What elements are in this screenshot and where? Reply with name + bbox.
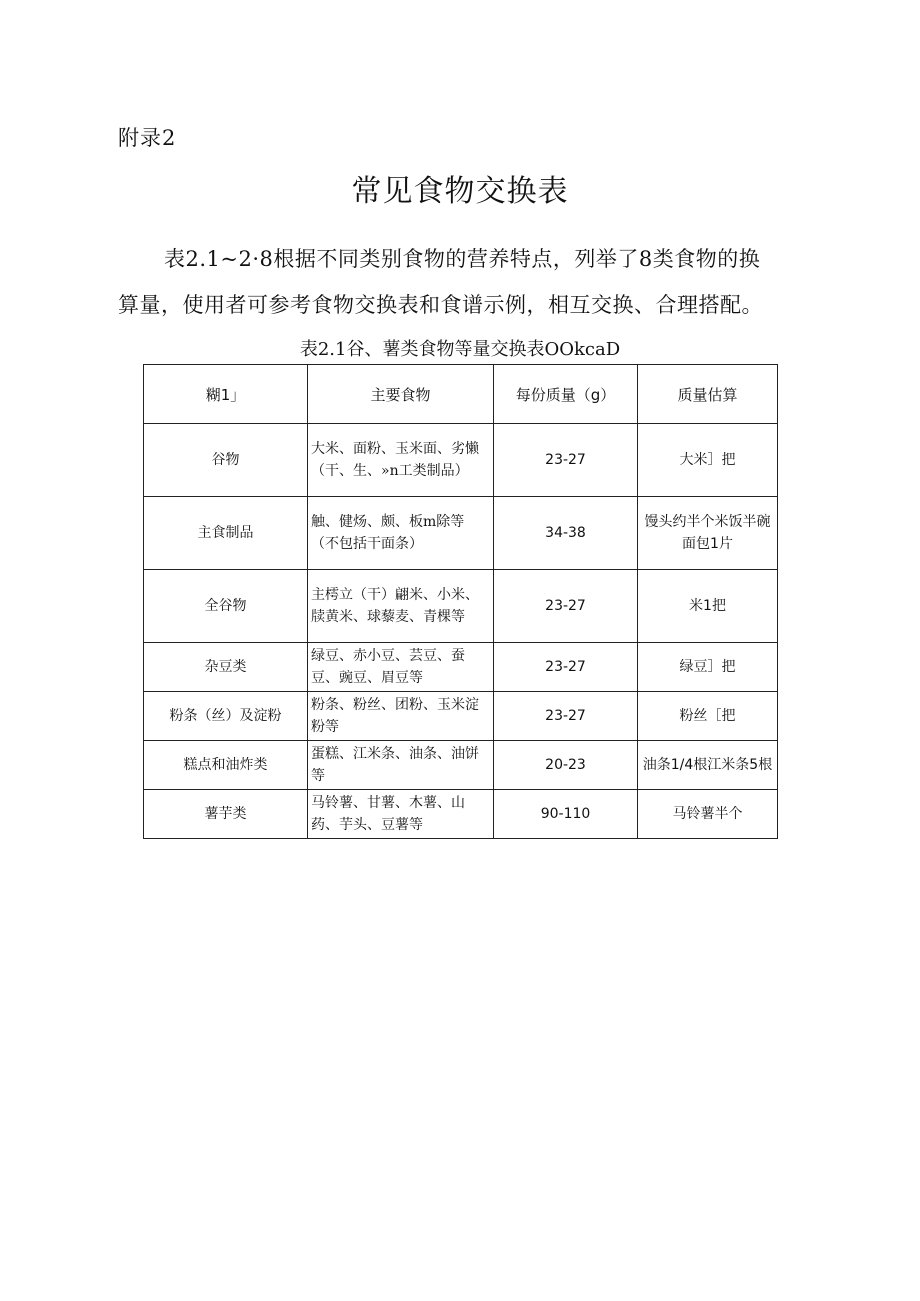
estimate-cell: 粉丝［把 — [638, 692, 778, 741]
mass-cell: 23-27 — [494, 570, 638, 643]
header-mass-per-serving: 每份质量（g） — [494, 365, 638, 424]
estimate-cell: 马铃薯半个 — [638, 790, 778, 839]
category-cell: 谷物 — [144, 424, 308, 497]
foods-cell: 触、健炀、颇、板m除等（不包括干面条） — [308, 497, 494, 570]
estimate-cell: 馒头约半个米饭半碗面包1片 — [638, 497, 778, 570]
intro-paragraph — [118, 236, 818, 328]
mass-cell: 23-27 — [494, 424, 638, 497]
table-caption: 表2.1谷、薯类食物等量交换表OOkcaD — [299, 339, 621, 360]
header-main-foods: 主要食物 — [308, 365, 494, 424]
mass-cell: 20-23 — [494, 741, 638, 790]
appendix-label: 附录2 — [118, 126, 177, 150]
mass-cell: 23-27 — [494, 643, 638, 692]
category-cell: 杂豆类 — [144, 643, 308, 692]
food-exchange-table — [143, 364, 778, 839]
mass-cell: 90-110 — [494, 790, 638, 839]
table-row — [144, 643, 778, 692]
page-title: 常见食物交换表 — [351, 174, 569, 209]
category-cell: 全谷物 — [144, 570, 308, 643]
table-row — [144, 741, 778, 790]
foods-cell: 粉条、粉丝、团粉、玉米淀粉等 — [308, 692, 494, 741]
mass-cell: 34-38 — [494, 497, 638, 570]
category-cell: 糕点和油炸类 — [144, 741, 308, 790]
table-row — [144, 570, 778, 643]
foods-cell: 马铃薯、甘薯、木薯、山药、芋头、豆薯等 — [308, 790, 494, 839]
table-row — [144, 424, 778, 497]
category-cell: 粉条（丝）及淀粉 — [144, 692, 308, 741]
header-mass-estimate: 质量估算 — [638, 365, 778, 424]
foods-cell: 绿豆、赤小豆、芸豆、蚕豆、豌豆、眉豆等 — [308, 643, 494, 692]
intro-line-1: 表2.1~2·8根据不同类别食物的营养特点，列举了8类食物的换 — [164, 247, 761, 271]
table-row — [144, 692, 778, 741]
table-header-row — [144, 365, 778, 424]
estimate-cell: 大米］把 — [638, 424, 778, 497]
estimate-cell: 米1把 — [638, 570, 778, 643]
header-category: 糊1」 — [144, 365, 308, 424]
table-row — [144, 497, 778, 570]
foods-cell: 大米、面粉、玉米面、劣懒（干、生、»n工类制品） — [308, 424, 494, 497]
intro-line-2: 算量，使用者可参考食物交换表和食谱示例，相互交换、合理搭配。 — [118, 293, 763, 317]
category-cell: 主食制品 — [144, 497, 308, 570]
foods-cell: 蛋糕、江米条、油条、油饼等 — [308, 741, 494, 790]
estimate-cell: 绿豆］把 — [638, 643, 778, 692]
estimate-cell: 油条1/4根江米条5根 — [638, 741, 778, 790]
table-row — [144, 790, 778, 839]
category-cell: 薯芋类 — [144, 790, 308, 839]
mass-cell: 23-27 — [494, 692, 638, 741]
foods-cell: 主樗立（干）翩米、小米、牍黄米、球藜麦、青棵等 — [308, 570, 494, 643]
